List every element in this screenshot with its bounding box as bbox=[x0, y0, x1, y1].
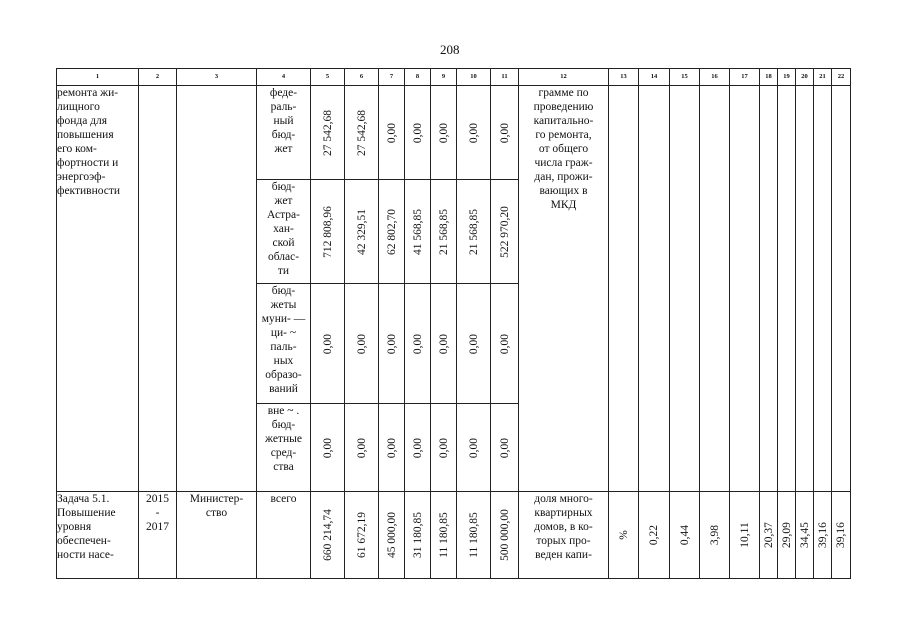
amount-cell bbox=[379, 284, 405, 404]
executor-cell bbox=[177, 86, 257, 492]
indicator-value: 3,98 bbox=[708, 524, 721, 546]
amount-cell bbox=[457, 86, 491, 180]
text-line: от общего bbox=[538, 143, 589, 155]
measure-name-cell bbox=[57, 86, 139, 492]
amount-value: 0,00 bbox=[355, 437, 368, 458]
column-number: 16 bbox=[700, 69, 730, 86]
empty-cell bbox=[832, 86, 851, 492]
text-line: фонда для bbox=[57, 115, 108, 127]
column-number: 17 bbox=[730, 69, 760, 86]
text-line: раль- bbox=[270, 101, 297, 113]
indicator-name-cell bbox=[519, 86, 609, 492]
amount-value: 61 672,19 bbox=[355, 512, 368, 558]
empty-cell bbox=[814, 86, 832, 492]
amount-cell bbox=[457, 180, 491, 284]
amount-value: 660 214,74 bbox=[321, 509, 334, 561]
amount-cell bbox=[311, 180, 345, 284]
amount-cell bbox=[491, 284, 519, 404]
amount-cell bbox=[431, 404, 457, 492]
text-line: 2015 bbox=[146, 493, 169, 505]
funding-source-cell: всего bbox=[257, 492, 311, 579]
amount-value: 27 542,68 bbox=[321, 109, 334, 156]
text-line: вне ~ . bbox=[267, 405, 300, 417]
text-line: уровня bbox=[57, 521, 92, 533]
amount-cell bbox=[345, 492, 379, 579]
text-line: Министер- bbox=[189, 493, 244, 505]
amount-cell bbox=[491, 492, 519, 579]
text-line: обеспечен- bbox=[57, 535, 111, 547]
text-line: ремонта жи- bbox=[57, 87, 119, 99]
text-line: квартирных bbox=[534, 507, 593, 519]
amount-value: 500 000,00 bbox=[498, 509, 511, 561]
amount-cell bbox=[311, 404, 345, 492]
amount-cell bbox=[431, 492, 457, 579]
amount-cell bbox=[491, 86, 519, 180]
column-number: 9 bbox=[431, 69, 457, 86]
text-line: - bbox=[155, 507, 160, 519]
text-line: го ремонта, bbox=[535, 129, 592, 141]
text-line: бюд- bbox=[271, 129, 296, 141]
text-line: бюд- bbox=[271, 419, 296, 431]
column-number: 7 bbox=[379, 69, 405, 86]
amount-value: 0,00 bbox=[467, 122, 480, 143]
amount-cell bbox=[457, 492, 491, 579]
amount-value: 0,00 bbox=[437, 122, 450, 143]
amount-value: 0,00 bbox=[355, 333, 368, 354]
amount-cell bbox=[311, 492, 345, 579]
text-line: ности насе- bbox=[57, 549, 114, 561]
page-number: 208 bbox=[440, 42, 460, 57]
text-line: грамме по bbox=[538, 87, 589, 99]
amount-value: 0,00 bbox=[467, 333, 480, 354]
amount-cell bbox=[311, 284, 345, 404]
amount-value: 21 568,85 bbox=[467, 208, 480, 255]
column-number: 8 bbox=[405, 69, 431, 86]
amount-cell bbox=[405, 404, 431, 492]
indicator-value: 20,37 bbox=[762, 522, 775, 548]
amount-value: 0,00 bbox=[321, 437, 334, 458]
text-line: МКД bbox=[550, 199, 577, 211]
text-line: сред- bbox=[270, 447, 297, 459]
header-row bbox=[57, 69, 851, 86]
amount-value: 0,00 bbox=[411, 333, 424, 354]
amount-cell bbox=[345, 284, 379, 404]
amount-value: 0,00 bbox=[385, 122, 398, 143]
period-cell bbox=[139, 492, 177, 579]
text-line: бюд- bbox=[271, 181, 296, 193]
table-row bbox=[57, 492, 851, 579]
text-line: капитально- bbox=[533, 115, 594, 127]
text-line: фективности bbox=[57, 185, 121, 197]
amount-cell bbox=[491, 180, 519, 284]
indicator-cell bbox=[796, 492, 814, 579]
text-line: Повышение bbox=[57, 507, 116, 519]
text-line: энергоэф- bbox=[57, 171, 106, 183]
amount-cell bbox=[491, 404, 519, 492]
amount-cell bbox=[431, 86, 457, 180]
empty-cell bbox=[778, 86, 796, 492]
amount-cell bbox=[379, 86, 405, 180]
text-line: образо- bbox=[265, 369, 302, 381]
amount-value: 0,00 bbox=[498, 333, 511, 354]
text-line: проведению bbox=[533, 101, 594, 113]
amount-cell bbox=[311, 86, 345, 180]
indicator-value: 34,45 bbox=[798, 522, 811, 548]
column-number: 22 bbox=[832, 69, 851, 86]
amount-value: 0,00 bbox=[467, 437, 480, 458]
text-line: домов, в ко- bbox=[534, 521, 593, 533]
empty-cell bbox=[639, 86, 670, 492]
indicator-cell bbox=[700, 492, 730, 579]
funding-source-cell bbox=[257, 404, 311, 492]
text-line: ство bbox=[205, 507, 228, 519]
column-number: 5 bbox=[311, 69, 345, 86]
amount-value: 712 808,96 bbox=[321, 205, 334, 258]
text-line: ных bbox=[273, 355, 294, 367]
empty-cell bbox=[609, 86, 639, 492]
indicator-cell bbox=[832, 492, 851, 579]
column-number: 11 bbox=[491, 69, 519, 86]
amount-value: 0,00 bbox=[411, 437, 424, 458]
amount-value: 31 180,85 bbox=[411, 512, 424, 558]
amount-cell bbox=[345, 404, 379, 492]
amount-value: 45 000,00 bbox=[385, 512, 398, 558]
amount-value: 0,00 bbox=[437, 437, 450, 458]
indicator-value: 29,09 bbox=[780, 522, 793, 548]
amount-value: 11 180,85 bbox=[437, 512, 450, 558]
amount-value: 0,00 bbox=[321, 333, 334, 354]
empty-cell bbox=[670, 86, 700, 492]
amount-value: 62 802,70 bbox=[385, 208, 398, 255]
amount-value: 0,00 bbox=[498, 437, 511, 458]
amount-cell bbox=[431, 284, 457, 404]
funding-source-cell bbox=[257, 284, 311, 404]
amount-value: 21 568,85 bbox=[437, 208, 450, 255]
indicator-value: 0,22 bbox=[648, 524, 660, 546]
indicator-cell bbox=[670, 492, 700, 579]
text-line: вающих в bbox=[539, 185, 588, 197]
text-line: 2017 bbox=[146, 521, 169, 533]
text-line: ваний bbox=[269, 383, 298, 395]
amount-cell bbox=[405, 180, 431, 284]
indicator-value: 0,44 bbox=[678, 524, 691, 546]
funding-source-cell bbox=[257, 86, 311, 180]
text-line: ный bbox=[273, 115, 294, 127]
indicator-cell bbox=[760, 492, 778, 579]
text-line: Задача 5.1. bbox=[57, 493, 110, 505]
indicator-value: 39,16 bbox=[835, 522, 847, 548]
amount-cell bbox=[405, 284, 431, 404]
period-cell bbox=[139, 86, 177, 492]
amount-cell bbox=[431, 180, 457, 284]
column-number: 21 bbox=[814, 69, 832, 86]
amount-value: 41 568,85 bbox=[411, 208, 424, 255]
text-line: жеты bbox=[270, 299, 297, 311]
indicator-value: 39,16 bbox=[816, 522, 829, 548]
empty-cell bbox=[730, 86, 760, 492]
text-line: жетные bbox=[265, 433, 302, 445]
amount-cell bbox=[405, 492, 431, 579]
text-line: лищного bbox=[57, 101, 100, 113]
indicator-value: 10,11 bbox=[738, 522, 751, 548]
amount-value: 11 180,85 bbox=[467, 512, 480, 558]
indicator-cell bbox=[639, 492, 670, 579]
column-number: 12 bbox=[519, 69, 609, 86]
text-line: доля много- bbox=[534, 493, 593, 505]
text-line: ской bbox=[272, 237, 295, 249]
indicator-cell bbox=[778, 492, 796, 579]
column-number: 10 bbox=[457, 69, 491, 86]
amount-value: 0,00 bbox=[411, 122, 424, 143]
amount-value: 522 970,20 bbox=[498, 205, 511, 258]
amount-value: 0,00 bbox=[385, 333, 398, 354]
text-line: повышения bbox=[57, 129, 114, 141]
text-line: веден капи- bbox=[535, 549, 592, 561]
text-line: бюд- bbox=[271, 285, 296, 297]
empty-cell bbox=[796, 86, 814, 492]
column-number: 6 bbox=[345, 69, 379, 86]
text-line: жет bbox=[274, 195, 293, 207]
text-line: паль- bbox=[270, 341, 297, 353]
unit-value: % bbox=[617, 530, 630, 540]
amount-value: 27 542,68 bbox=[355, 109, 368, 156]
text-line: ти bbox=[277, 265, 290, 277]
column-number: 1 bbox=[57, 69, 139, 86]
amount-cell bbox=[345, 86, 379, 180]
text-line: торых про- bbox=[536, 535, 591, 547]
column-number: 14 bbox=[639, 69, 670, 86]
text-line: феде- bbox=[269, 87, 298, 99]
executor-cell bbox=[177, 492, 257, 579]
text-line: жет bbox=[274, 143, 293, 155]
amount-cell bbox=[345, 180, 379, 284]
indicator-cell bbox=[814, 492, 832, 579]
column-number: 15 bbox=[670, 69, 700, 86]
column-number: 19 bbox=[778, 69, 796, 86]
text-line: муни- — bbox=[261, 313, 306, 325]
amount-cell bbox=[379, 492, 405, 579]
program-table bbox=[56, 68, 851, 579]
amount-value: 0,00 bbox=[385, 437, 398, 458]
amount-cell bbox=[405, 86, 431, 180]
text-line: дан, прожи- bbox=[534, 171, 593, 183]
text-line: его ком- bbox=[57, 143, 97, 155]
text-line: числа граж- bbox=[534, 157, 593, 169]
column-number: 13 bbox=[609, 69, 639, 86]
indicator-cell bbox=[730, 492, 760, 579]
empty-cell bbox=[700, 86, 730, 492]
unit-cell bbox=[609, 492, 639, 579]
column-number: 3 bbox=[177, 69, 257, 86]
text-line: облас- bbox=[267, 251, 300, 263]
column-number: 2 bbox=[139, 69, 177, 86]
column-number: 4 bbox=[257, 69, 311, 86]
amount-cell bbox=[379, 404, 405, 492]
amount-value: 0,00 bbox=[437, 333, 450, 354]
text-line: Астра- bbox=[267, 209, 300, 221]
amount-value: 0,00 bbox=[498, 122, 511, 143]
indicator-name-cell bbox=[519, 492, 609, 579]
table-row bbox=[57, 86, 851, 180]
column-number: 18 bbox=[760, 69, 778, 86]
text-line: хан- bbox=[273, 223, 294, 235]
empty-cell bbox=[760, 86, 778, 492]
funding-source-cell bbox=[257, 180, 311, 284]
text-line: фортности и bbox=[57, 157, 119, 169]
amount-value: 42 329,51 bbox=[355, 208, 368, 255]
text-line: ства bbox=[273, 461, 294, 473]
column-number: 20 bbox=[796, 69, 814, 86]
text-line: ци- ~ bbox=[270, 327, 297, 339]
amount-cell bbox=[457, 404, 491, 492]
amount-cell bbox=[379, 180, 405, 284]
amount-cell bbox=[457, 284, 491, 404]
task-name-cell bbox=[57, 492, 139, 579]
